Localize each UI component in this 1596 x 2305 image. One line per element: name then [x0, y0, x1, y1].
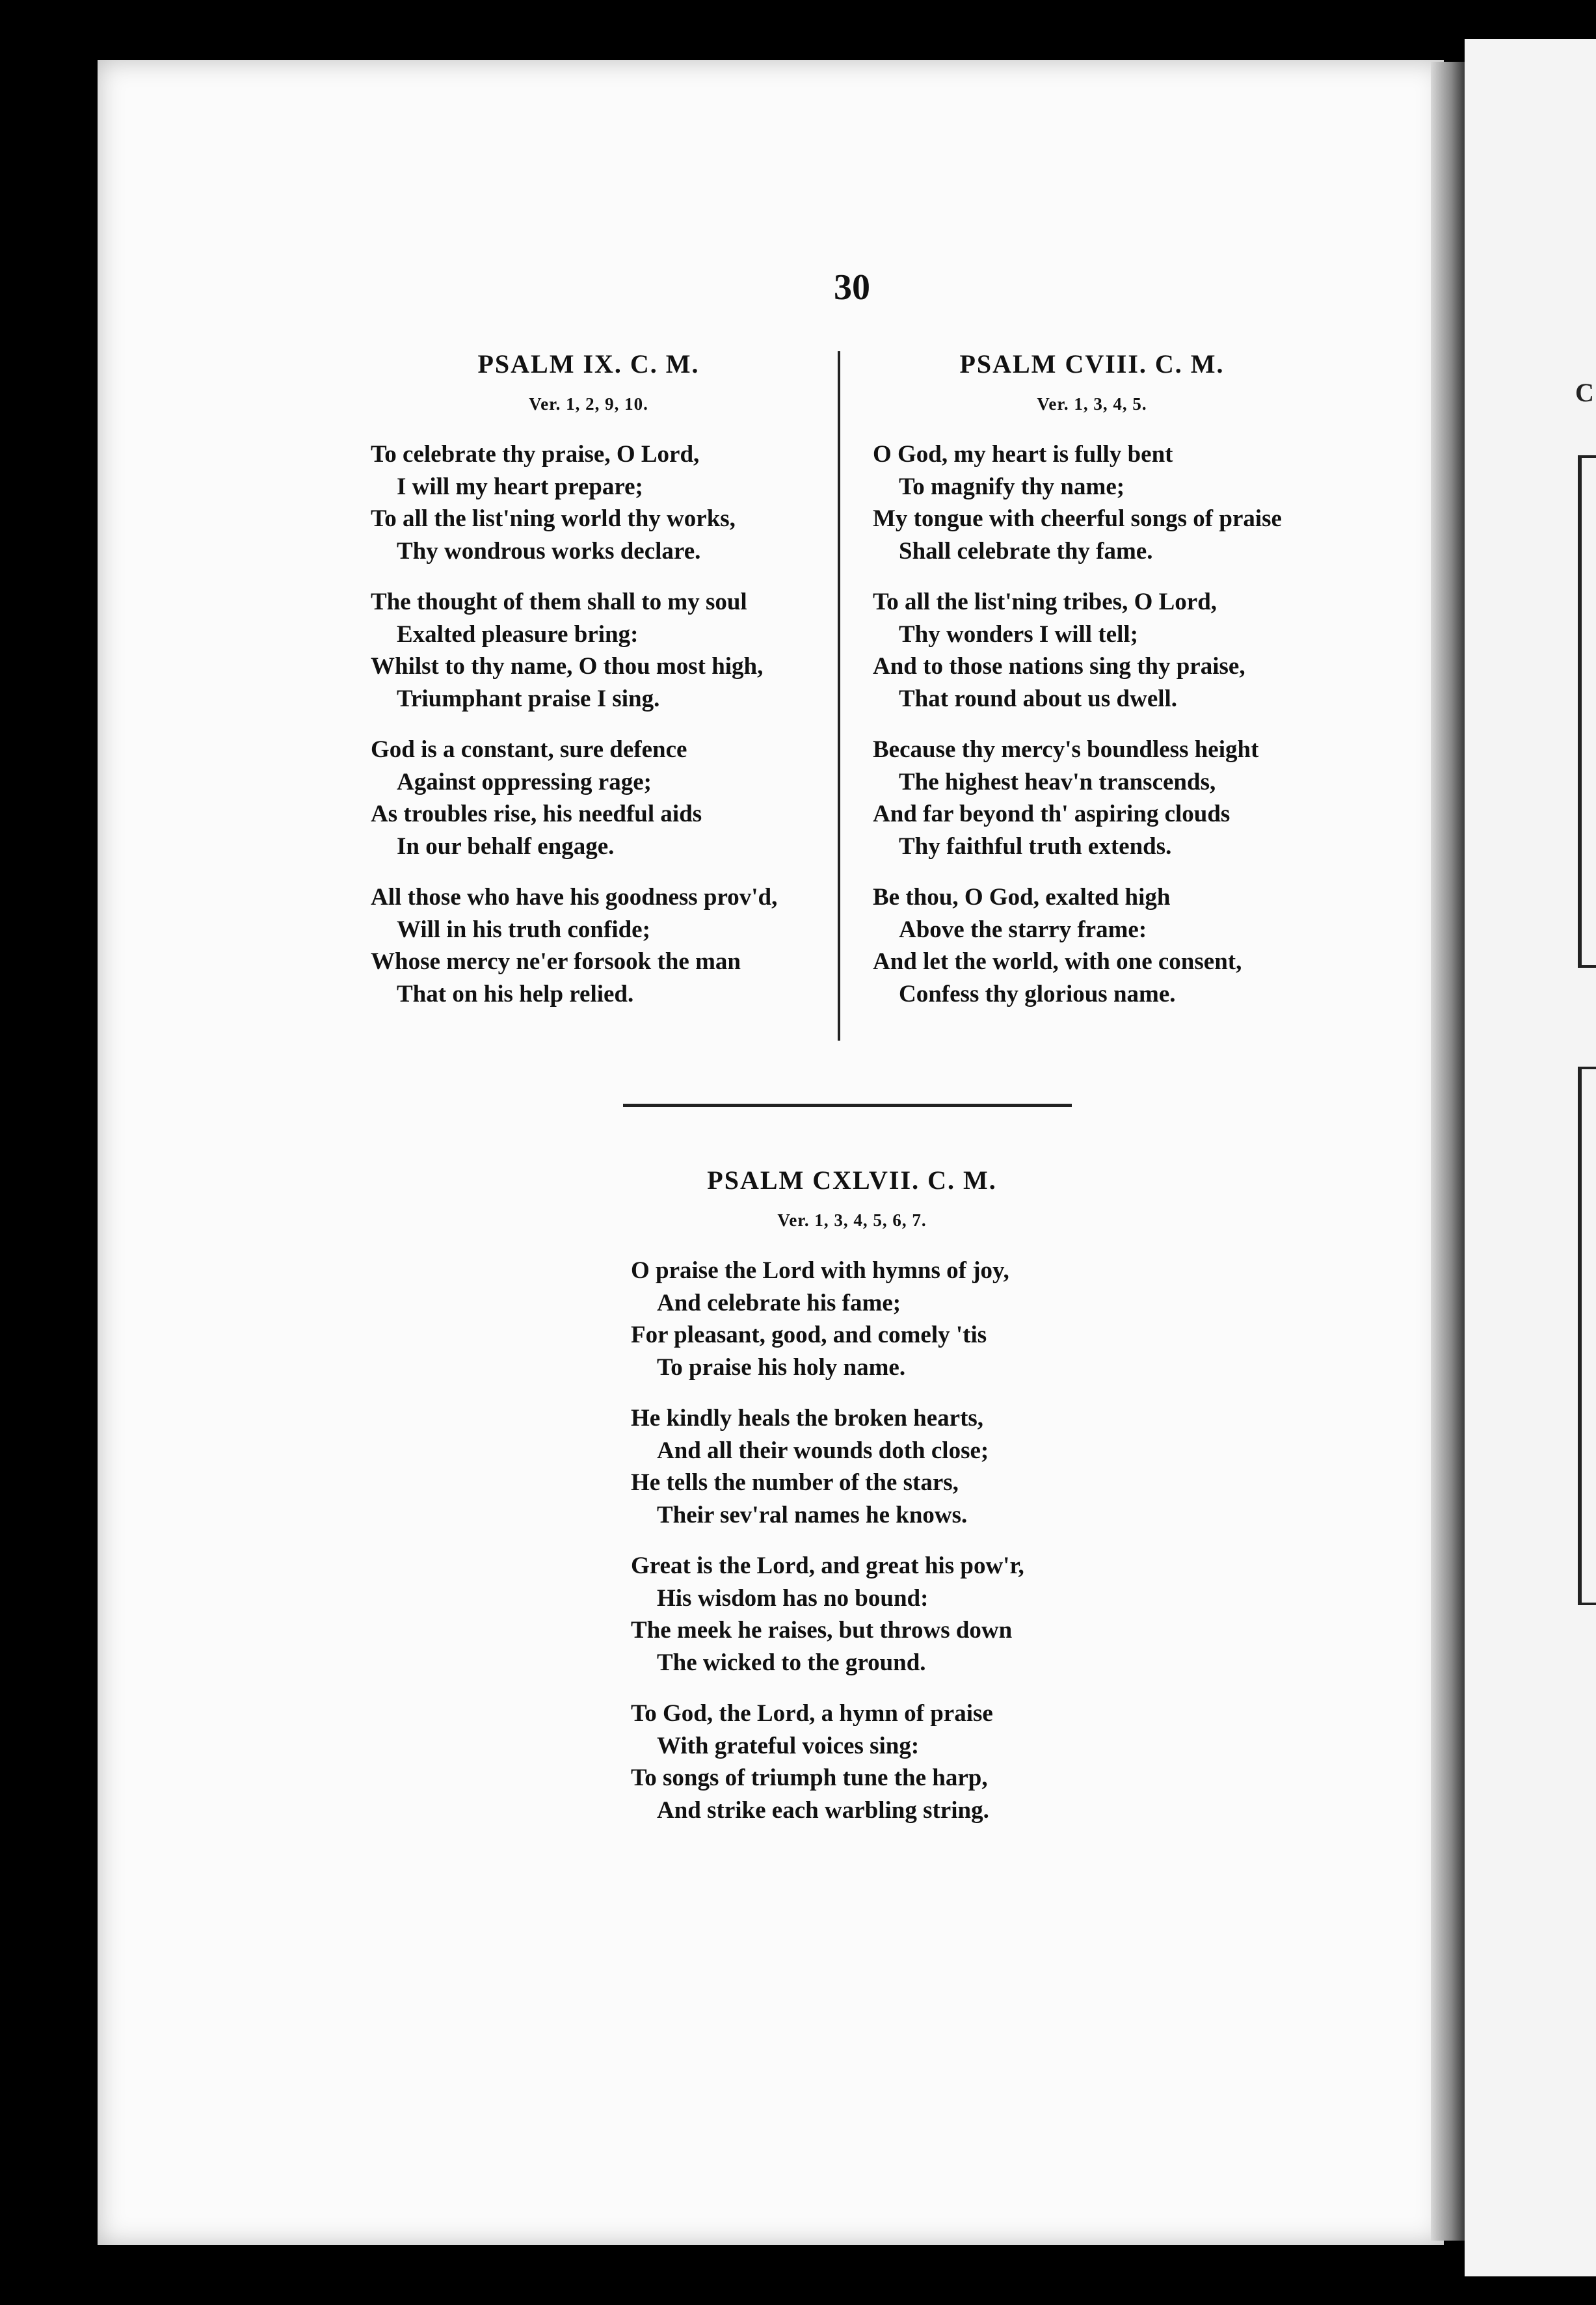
verse-line: And strike each warbling string. [657, 1796, 989, 1824]
verse-line: To God, the Lord, a hymn of praise [631, 1700, 993, 1727]
stanza [371, 586, 826, 715]
psalm-title: PSALM IX. C. M. [477, 349, 700, 379]
verse-line: Whose mercy ne'er forsook the man [371, 948, 741, 975]
facing-page [1465, 39, 1596, 2276]
psalm-ix [371, 348, 826, 1029]
verse-line: To celebrate thy praise, O Lord, [371, 441, 700, 468]
psalm-title: PSALM CVIII. C. M. [959, 349, 1225, 379]
page-gutter [1431, 62, 1465, 2241]
verse-line: The highest heav'n transcends, [899, 768, 1216, 795]
stanza [631, 1550, 1086, 1679]
verse-line: That on his help relied. [397, 980, 634, 1007]
facing-page-staff [1578, 455, 1596, 968]
verse-line: He kindly heals the broken hearts, [631, 1405, 984, 1432]
verse-line: Because thy mercy's boundless height [873, 736, 1259, 763]
verse-line: Shall celebrate thy fame. [899, 537, 1153, 565]
psalm-cviii [873, 348, 1341, 1029]
stanza [873, 438, 1341, 567]
verse-line: He tells the number of the stars, [631, 1469, 959, 1496]
verse-line: Thy faithful truth extends. [899, 833, 1172, 860]
verse-line: O praise the Lord with hymns of joy, [631, 1257, 1009, 1284]
stanza [873, 586, 1341, 715]
stanza [631, 1698, 1086, 1826]
verse-line: And far beyond th' aspiring clouds [873, 801, 1230, 827]
verse-line: To praise his holy name. [657, 1353, 906, 1381]
verse-line: In our behalf engage. [397, 833, 615, 860]
verse-line: Be thou, O God, exalted high [873, 884, 1171, 911]
stanza [631, 1255, 1086, 1383]
verse-line: To songs of triumph tune the harp, [631, 1765, 988, 1791]
verse-line: Thy wonders I will tell; [899, 620, 1138, 648]
verse-line: With grateful voices sing: [657, 1732, 920, 1759]
verse-line: The wicked to the ground. [657, 1649, 926, 1676]
verse-line: Exalted pleasure bring: [397, 620, 639, 648]
verse-line: O God, my heart is fully bent [873, 441, 1173, 468]
facing-page-staff [1578, 1067, 1596, 1605]
verse-line: And celebrate his fame; [657, 1289, 901, 1316]
facing-page-letter: C [1575, 378, 1594, 407]
verse-line: To magnify thy name; [899, 473, 1125, 500]
stanza [631, 1402, 1086, 1531]
stanza [873, 881, 1341, 1010]
verse-line: And to those nations sing thy praise, [873, 653, 1245, 680]
verse-line: Above the starry frame: [899, 916, 1147, 943]
psalm-verse-reference: Ver. 1, 3, 4, 5. [1037, 393, 1147, 414]
psalm-cxlvii [631, 1164, 1086, 1845]
verse-line: To all the list'ning world thy works, [371, 505, 736, 532]
verse-line: Against oppressing rage; [397, 768, 652, 795]
verse-line: For pleasant, good, and comely 'tis [631, 1322, 987, 1348]
column-divider [838, 351, 840, 1041]
verse-line: Triumphant praise I sing. [397, 685, 660, 712]
psalm-verse-reference: Ver. 1, 3, 4, 5, 6, 7. [777, 1210, 927, 1230]
verse-line: And all their wounds doth close; [657, 1437, 989, 1464]
verse-line: Confess thy glorious name. [899, 980, 1176, 1007]
verse-line: Their sev'ral names he knows. [657, 1501, 968, 1528]
verse-line: My tongue with cheerful songs of praise [873, 505, 1282, 532]
page-number: 30 [834, 267, 870, 308]
verse-line: His wisdom has no bound: [657, 1584, 929, 1612]
section-rule [623, 1104, 1072, 1107]
verse-line: The meek he raises, but throws down [631, 1617, 1013, 1644]
verse-line: That round about us dwell. [899, 685, 1178, 712]
stanza [371, 734, 826, 862]
stanza [873, 734, 1341, 862]
verse-line: God is a constant, sure defence [371, 736, 687, 763]
verse-line: To all the list'ning tribes, O Lord, [873, 589, 1217, 615]
verse-line: As troubles rise, his needful aids [371, 801, 702, 827]
psalm-title: PSALM CXLVII. C. M. [707, 1166, 997, 1195]
psalm-verse-reference: Ver. 1, 2, 9, 10. [529, 393, 648, 414]
verse-line: And let the world, with one consent, [873, 948, 1242, 975]
verse-line: Whilst to thy name, O thou most high, [371, 653, 764, 680]
verse-line: Thy wondrous works declare. [397, 537, 701, 565]
verse-line: I will my heart prepare; [397, 473, 643, 500]
verse-line: All those who have his goodness prov'd, [371, 884, 778, 911]
verse-line: Great is the Lord, and great his pow'r, [631, 1552, 1024, 1579]
verse-line: Will in his truth confide; [397, 916, 650, 943]
stanza [371, 438, 826, 567]
verse-line: The thought of them shall to my soul [371, 589, 747, 615]
stanza [371, 881, 826, 1010]
